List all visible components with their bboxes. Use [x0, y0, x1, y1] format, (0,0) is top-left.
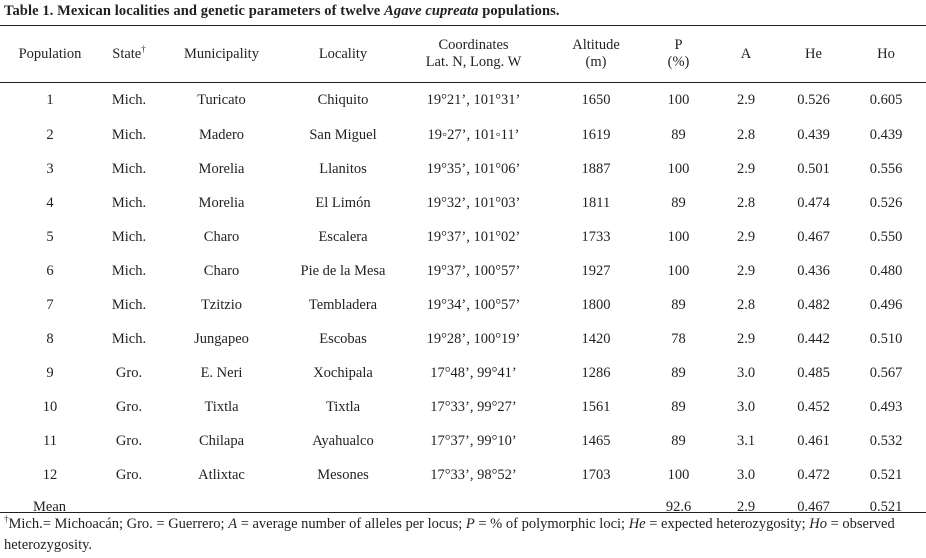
cell-locality: El Limón: [315, 194, 371, 211]
cell-coordinates: 19°21’, 101°31’: [426, 91, 521, 108]
table-footnote: [4, 514, 924, 556]
cell-coordinates: 19°37’, 101°02’: [426, 228, 521, 245]
cell-locality: Tixtla: [325, 398, 361, 415]
cell-state: Gro.: [115, 466, 143, 483]
cell-a: 2.9: [736, 330, 756, 347]
cell-p: 89: [671, 398, 686, 415]
table-row: [0, 424, 926, 458]
cell-altitude: 1561: [581, 398, 611, 415]
header-ho: Ho: [877, 45, 895, 62]
cell-ho: 0.567: [869, 364, 903, 381]
header-coordinates: [401, 30, 546, 78]
cell-altitude: 1465: [581, 432, 611, 449]
cell-p: 89: [671, 432, 686, 449]
table-row: [0, 356, 926, 390]
cell-state: Mich.: [111, 91, 147, 108]
cell-he: 0.461: [797, 432, 830, 449]
cell-he: 0.472: [797, 466, 830, 483]
cell-p: 100: [667, 466, 690, 483]
header-a: A: [740, 45, 752, 62]
cell-ho: 0.556: [869, 160, 903, 177]
cell-state: Gro.: [115, 432, 143, 449]
footnote-p-symbol: P: [465, 516, 475, 532]
cell-altitude: 1927: [581, 262, 611, 279]
cell-coordinates: 19°34’, 100°57’: [426, 296, 521, 313]
cell-coordinates: 17°48’, 99°41’: [430, 364, 517, 381]
header-coordinates-line1: Coordinates: [438, 37, 509, 53]
cell-ho: 0.439: [869, 126, 903, 143]
cell-population: 11: [43, 432, 57, 449]
cell-he: 0.439: [797, 126, 830, 143]
cell-he: 0.442: [797, 330, 830, 347]
footnote-text-5: = observed heterozygosity.: [4, 516, 895, 553]
cell-altitude: 1650: [581, 91, 611, 108]
footnote-text-4: = expected heterozygosity;: [645, 516, 810, 532]
table-row: [0, 220, 926, 254]
cell-ho: 0.510: [869, 330, 903, 347]
header-p-line1: P: [674, 37, 683, 53]
cell-ho: 0.550: [869, 228, 903, 245]
cell-municipality: Chilapa: [198, 432, 245, 449]
cell-ho: 0.480: [869, 262, 903, 279]
cell-state: Mich.: [111, 228, 147, 245]
header-coordinates-line2: Lat. N, Long. W: [425, 54, 522, 70]
cell-a: 2.8: [736, 126, 756, 143]
cell-a: 2.8: [736, 194, 756, 211]
cell-population: 9: [46, 364, 54, 381]
cell-he: 0.467: [797, 228, 830, 245]
footnote-text-1: Mich.= Michoacán; Gro. = Guerrero;: [8, 516, 229, 532]
header-altitude-line1: Altitude: [572, 37, 620, 53]
cell-p: 100: [667, 160, 690, 177]
cell-population: 4: [46, 194, 54, 211]
table-row: [0, 254, 926, 288]
cell-state: Gro.: [115, 398, 143, 415]
cell-municipality: Madero: [198, 126, 245, 143]
cell-altitude: 1286: [581, 364, 611, 381]
header-he: He: [805, 45, 822, 62]
cell-locality: Llanitos: [319, 160, 367, 177]
footnote-he-symbol: He: [628, 516, 646, 532]
cell-altitude: 1619: [581, 126, 611, 143]
cell-population: 7: [46, 296, 54, 313]
cell-municipality: E. Neri: [200, 364, 243, 381]
cell-population: 5: [46, 228, 54, 245]
cell-locality: Tembladera: [308, 296, 378, 313]
cell-locality: Xochipala: [313, 364, 373, 381]
cell-state: Mich.: [111, 160, 147, 177]
header-p: [646, 30, 711, 78]
cell-municipality: Morelia: [198, 160, 245, 177]
cell-locality: Pie de la Mesa: [300, 262, 386, 279]
cell-state: Mich.: [111, 296, 147, 313]
top-rule: [0, 25, 926, 26]
cell-p: 89: [671, 126, 686, 143]
cell-p: 100: [667, 262, 690, 279]
mean-label: Mean: [33, 498, 67, 515]
cell-a: 2.9: [736, 91, 756, 108]
mean-he: 0.467: [797, 498, 830, 515]
cell-ho: 0.605: [869, 91, 903, 108]
cell-a: 2.9: [736, 262, 756, 279]
cell-altitude: 1703: [581, 466, 611, 483]
cell-altitude: 1887: [581, 160, 611, 177]
header-state-text: State: [112, 45, 142, 62]
cell-a: 3.0: [736, 364, 756, 381]
header-p-line2: (%): [667, 54, 690, 70]
cell-ho: 0.493: [869, 398, 903, 415]
header-locality: Locality: [318, 45, 368, 62]
cell-coordinates: 17°33’, 98°52’: [430, 466, 517, 483]
table-row: [0, 186, 926, 220]
footnote-text-3: = % of polymorphic loci;: [474, 516, 629, 532]
mean-a: 2.9: [736, 498, 756, 515]
cell-he: 0.436: [797, 262, 830, 279]
cell-locality: Mesones: [317, 466, 369, 483]
cell-a: 2.9: [736, 228, 756, 245]
cell-altitude: 1800: [581, 296, 611, 313]
cell-locality: San Miguel: [309, 126, 377, 143]
cell-ho: 0.496: [869, 296, 903, 313]
cell-locality: Ayahualco: [312, 432, 374, 449]
cell-a: 2.8: [736, 296, 756, 313]
table-row: [0, 390, 926, 424]
cell-altitude: 1733: [581, 228, 611, 245]
cell-locality: Escalera: [318, 228, 368, 245]
cell-coordinates: 19°32’, 101°03’: [426, 194, 521, 211]
header-row: [0, 30, 926, 78]
cell-a: 3.0: [736, 398, 756, 415]
cell-p: 89: [671, 296, 686, 313]
header-altitude-line2: (m): [585, 54, 607, 70]
table-row: [0, 152, 926, 186]
cell-locality: Chiquito: [317, 91, 369, 108]
cell-altitude: 1811: [581, 194, 611, 211]
cell-population: 3: [46, 160, 54, 177]
cell-a: 3.0: [736, 466, 756, 483]
cell-he: 0.482: [797, 296, 830, 313]
header-state: [100, 30, 158, 78]
cell-p: 100: [667, 91, 690, 108]
cell-population: 1: [46, 91, 54, 108]
table-row: [0, 288, 926, 322]
cell-he: 0.485: [797, 364, 830, 381]
table-header: [0, 30, 926, 78]
cell-coordinates: 17°33’, 99°27’: [430, 398, 517, 415]
cell-municipality: Tzitzio: [200, 296, 243, 313]
table-row: [0, 118, 926, 152]
cell-municipality: Morelia: [198, 194, 245, 211]
footnote-text-2: = average number of alleles per locus;: [237, 516, 466, 532]
header-population: Population: [18, 45, 82, 62]
table-row: [0, 78, 926, 118]
cell-state: Gro.: [115, 364, 143, 381]
cell-municipality: Jungapeo: [194, 330, 249, 347]
cell-state: Mich.: [111, 262, 147, 279]
cell-population: 6: [46, 262, 54, 279]
footnote-a-symbol: A: [228, 516, 238, 532]
caption-prefix: Table 1. Mexican localities and genetic parameters of twelve: [4, 3, 385, 19]
header-altitude: [546, 30, 646, 78]
cell-a: 2.9: [736, 160, 756, 177]
cell-p: 100: [667, 228, 690, 245]
table-caption: [4, 3, 560, 20]
cell-he: 0.452: [797, 398, 830, 415]
cell-state: Mich.: [111, 126, 147, 143]
cell-coordinates: 19°28’, 100°19’: [426, 330, 521, 347]
table-row: [0, 458, 926, 492]
cell-state: Mich.: [111, 330, 147, 347]
cell-population: 2: [46, 126, 54, 143]
dagger-mark: †: [141, 43, 146, 54]
cell-coordinates: 19°35’, 101°06’: [426, 160, 521, 177]
cell-he: 0.474: [797, 194, 830, 211]
cell-municipality: Atlixtac: [198, 466, 245, 483]
cell-coordinates: 19°37’, 100°57’: [426, 262, 521, 279]
cell-ho: 0.532: [869, 432, 903, 449]
cell-p: 78: [671, 330, 686, 347]
footnote-dagger: †: [4, 514, 9, 525]
mean-p: 92.6: [665, 498, 692, 515]
cell-ho: 0.526: [869, 194, 903, 211]
cell-coordinates: 17°37’, 99°10’: [430, 432, 517, 449]
caption-suffix: populations.: [478, 3, 560, 19]
cell-municipality: Charo: [203, 262, 240, 279]
cell-municipality: Tixtla: [204, 398, 239, 415]
cell-coordinates: 19◦27’, 101◦11’: [427, 126, 520, 143]
cell-p: 89: [671, 364, 686, 381]
cell-p: 89: [671, 194, 686, 211]
cell-he: 0.501: [797, 160, 830, 177]
cell-a: 3.1: [736, 432, 756, 449]
cell-ho: 0.521: [869, 466, 903, 483]
cell-locality: Escobas: [319, 330, 367, 347]
cell-population: 12: [42, 466, 58, 483]
cell-municipality: Charo: [203, 228, 240, 245]
table-row: [0, 322, 926, 356]
cell-municipality: Turicato: [197, 91, 246, 108]
cell-altitude: 1420: [581, 330, 611, 347]
cell-he: 0.526: [797, 91, 830, 108]
header-municipality: Municipality: [184, 45, 259, 62]
cell-state: Mich.: [111, 194, 147, 211]
mean-ho: 0.521: [869, 498, 903, 515]
cell-population: 10: [42, 398, 58, 415]
caption-species: Agave cupreata: [384, 3, 479, 19]
footnote-ho-symbol: Ho: [809, 516, 827, 532]
cell-population: 8: [46, 330, 54, 347]
